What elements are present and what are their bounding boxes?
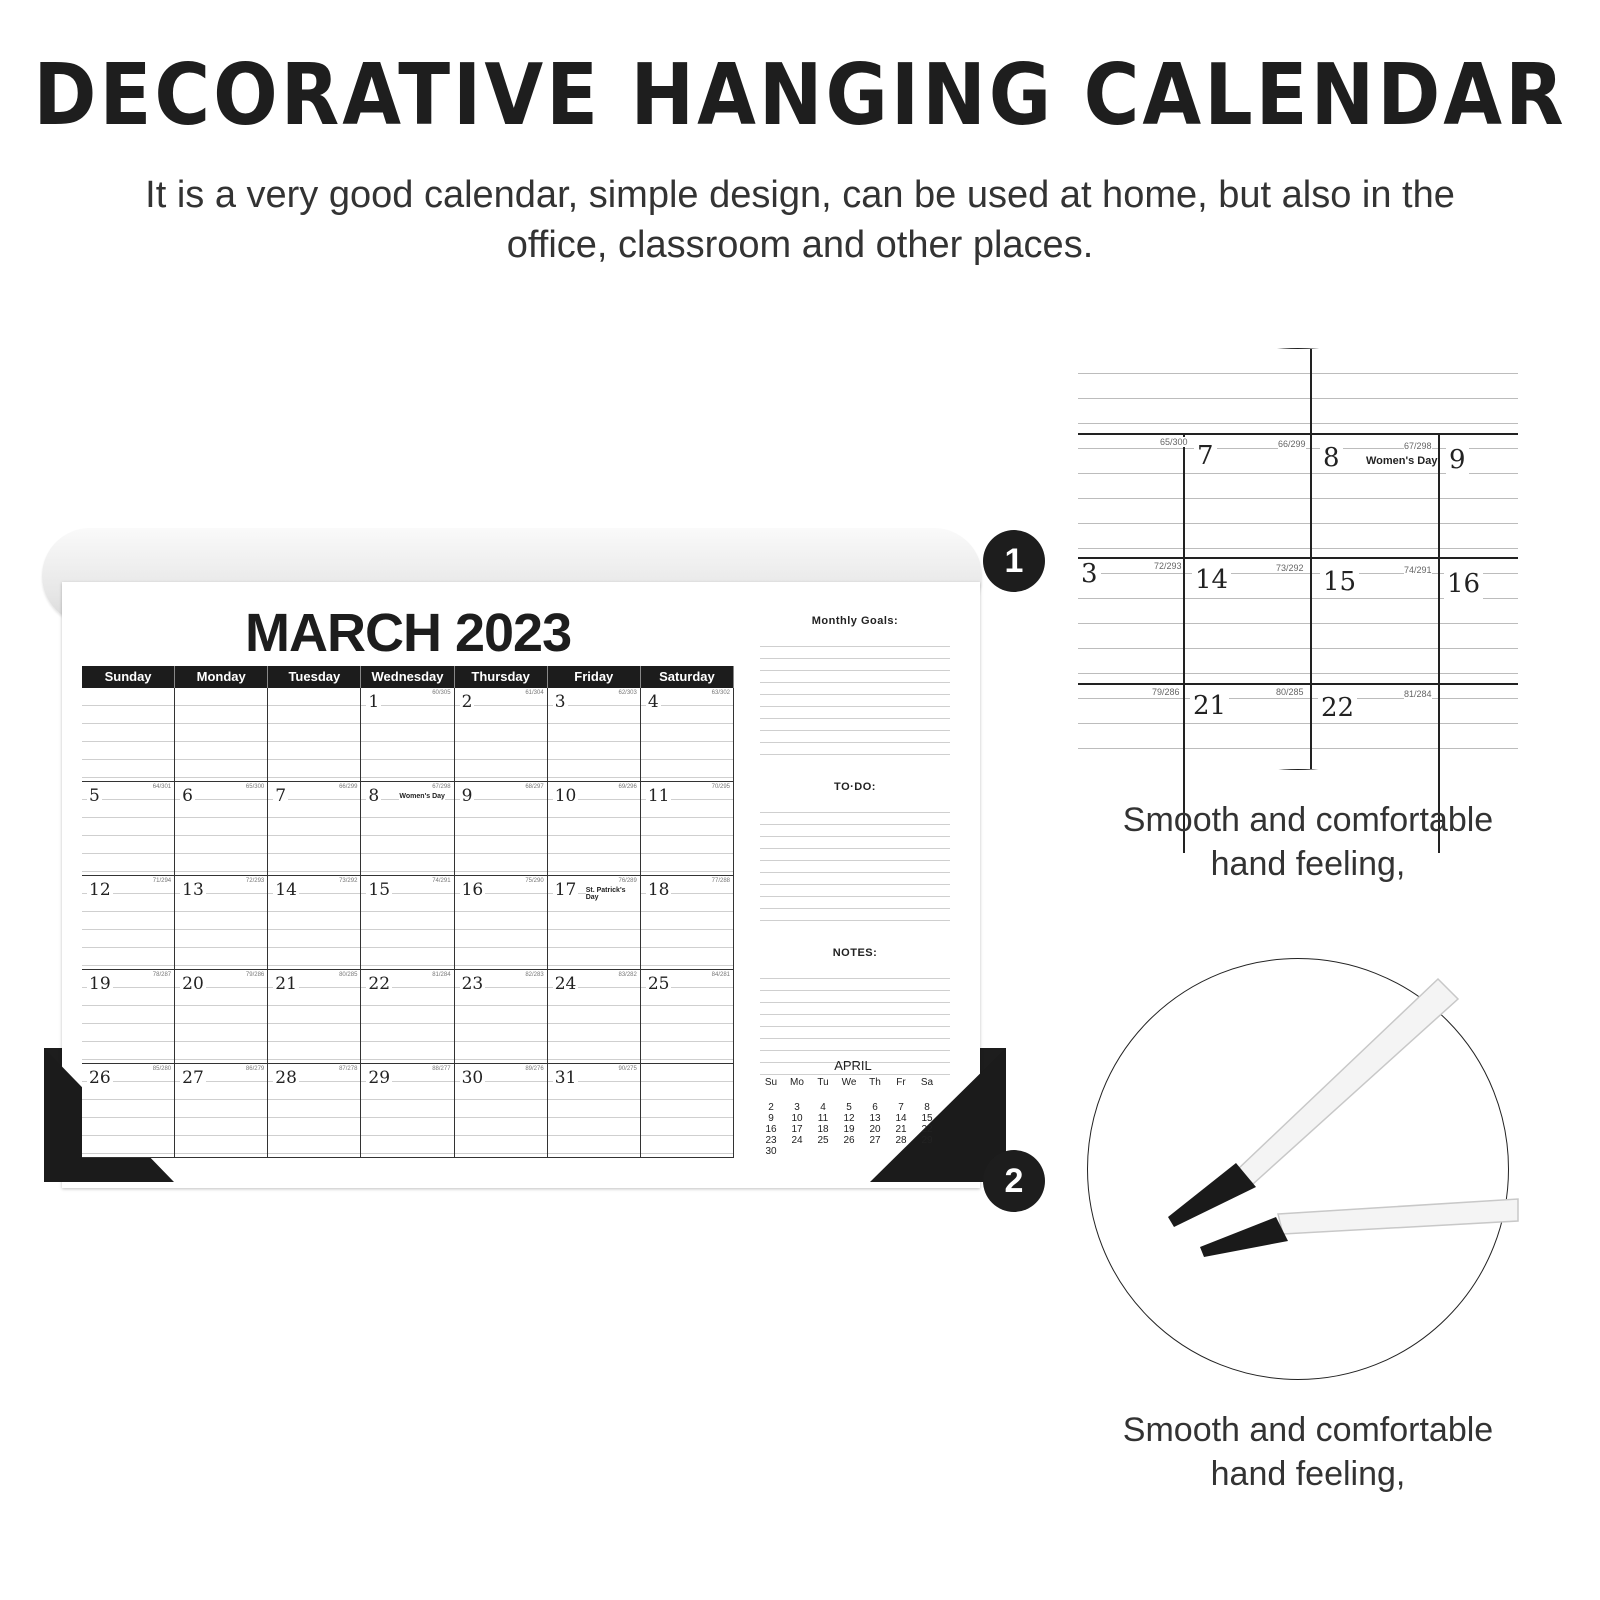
april-date: 24 bbox=[791, 1135, 803, 1146]
april-week-row bbox=[758, 1135, 948, 1146]
day-ordinal: 62/303 bbox=[618, 690, 637, 696]
day-cell bbox=[268, 970, 361, 1064]
zoom-date: 7 bbox=[1194, 441, 1217, 471]
day-number: 23 bbox=[461, 974, 484, 994]
day-cell bbox=[82, 1064, 175, 1158]
day-number: 5 bbox=[89, 786, 100, 806]
day-number: 31 bbox=[554, 1068, 577, 1088]
april-date bbox=[810, 1146, 836, 1157]
zoom-ordinal: 72/293 bbox=[1154, 561, 1182, 571]
monthly-goals-lines bbox=[760, 635, 950, 763]
april-date: 15 bbox=[921, 1113, 933, 1124]
rope-tip-icon bbox=[1168, 1163, 1256, 1227]
april-weekday: Mo bbox=[790, 1077, 804, 1088]
grid-line bbox=[1438, 433, 1440, 853]
april-date: 21 bbox=[895, 1124, 907, 1135]
day-cell bbox=[641, 688, 734, 782]
day-ordinal: 83/282 bbox=[618, 972, 637, 978]
april-mini-calendar bbox=[758, 1058, 948, 1157]
april-date bbox=[784, 1146, 810, 1157]
day-ordinal: 90/275 bbox=[618, 1066, 637, 1072]
april-weekday: Th bbox=[869, 1077, 881, 1088]
zoom-ordinal: 66/299 bbox=[1278, 439, 1306, 449]
day-number: 14 bbox=[275, 880, 297, 900]
zoom-ordinal: 74/291 bbox=[1404, 565, 1432, 575]
day-number: 21 bbox=[275, 974, 297, 994]
april-date: 20 bbox=[869, 1124, 881, 1135]
day-ordinal: 72/293 bbox=[245, 878, 265, 884]
april-date: 29 bbox=[921, 1135, 933, 1146]
zoomed-calendar-grid bbox=[1078, 349, 1518, 769]
zoom-date: 9 bbox=[1446, 445, 1469, 475]
zoom-ordinal: 65/300 bbox=[1160, 437, 1188, 447]
day-ordinal: 61/304 bbox=[525, 690, 544, 696]
day-cell bbox=[175, 876, 268, 970]
day-cell bbox=[455, 970, 548, 1064]
day-number: 18 bbox=[647, 880, 670, 900]
day-cell bbox=[455, 1064, 548, 1158]
day-number: 24 bbox=[554, 974, 577, 994]
todo-lines bbox=[760, 801, 950, 929]
zoom-date: 21 bbox=[1190, 691, 1229, 721]
zoom-date: 15 bbox=[1320, 567, 1359, 597]
april-date: 16 bbox=[765, 1124, 777, 1135]
day-ordinal: 64/301 bbox=[152, 784, 172, 790]
day-number: 15 bbox=[368, 880, 391, 900]
day-cell bbox=[175, 782, 268, 876]
day-cell bbox=[641, 970, 734, 1064]
holiday-label: St. Patrick's Day bbox=[586, 887, 640, 901]
zoom-date: 22 bbox=[1318, 693, 1357, 723]
day-cell bbox=[361, 782, 454, 876]
day-ordinal: 84/281 bbox=[711, 972, 730, 978]
grid-line bbox=[1183, 433, 1185, 853]
day-number: 2 bbox=[461, 692, 473, 712]
calendar-month-title: MARCH 2023 bbox=[245, 603, 572, 663]
day-number: 4 bbox=[647, 692, 659, 712]
april-weekday: We bbox=[841, 1077, 857, 1088]
day-ordinal: 85/280 bbox=[152, 1066, 172, 1072]
day-cell bbox=[361, 876, 454, 970]
day-number: 10 bbox=[554, 786, 577, 806]
april-date: 13 bbox=[869, 1113, 881, 1124]
day-ordinal: 60/305 bbox=[432, 690, 451, 696]
april-date: 22 bbox=[921, 1124, 933, 1135]
day-number: 9 bbox=[461, 786, 473, 806]
ribbon-strip bbox=[1238, 979, 1458, 1184]
day-cell bbox=[455, 876, 548, 970]
day-number: 22 bbox=[368, 974, 391, 994]
april-week-row bbox=[758, 1102, 948, 1113]
april-date: 23 bbox=[765, 1135, 777, 1146]
day-cell bbox=[82, 688, 175, 782]
zoom-date: 16 bbox=[1444, 569, 1483, 599]
day-cell bbox=[268, 688, 361, 782]
day-number: 19 bbox=[89, 974, 111, 994]
day-ordinal: 86/279 bbox=[245, 1066, 265, 1072]
april-weekday: Fr bbox=[896, 1077, 906, 1088]
april-date bbox=[914, 1146, 940, 1157]
april-date bbox=[862, 1146, 888, 1157]
day-cell bbox=[268, 876, 361, 970]
weekday-header-bar bbox=[82, 666, 734, 688]
april-weekday-row bbox=[758, 1077, 948, 1088]
zoom-date: 8 bbox=[1320, 443, 1343, 473]
day-ordinal: 68/297 bbox=[525, 784, 544, 790]
day-ordinal: 74/291 bbox=[432, 878, 451, 884]
monthly-goals-label: Monthly Goals: bbox=[811, 615, 899, 627]
day-ordinal: 65/300 bbox=[245, 784, 265, 790]
april-date: 19 bbox=[843, 1124, 855, 1135]
day-ordinal: 67/298 bbox=[432, 784, 451, 790]
april-date: 17 bbox=[791, 1124, 803, 1135]
grid-line bbox=[1078, 683, 1518, 685]
april-date: 6 bbox=[872, 1102, 878, 1113]
day-ordinal: 71/294 bbox=[152, 878, 172, 884]
day-ordinal: 66/299 bbox=[339, 784, 358, 790]
april-title: APRIL bbox=[834, 1058, 872, 1073]
day-number: 7 bbox=[275, 786, 287, 806]
day-cell bbox=[82, 782, 175, 876]
hanging-rope-illustration bbox=[1088, 959, 1508, 1379]
april-weekday: Tu bbox=[817, 1077, 829, 1088]
april-date: 4 bbox=[820, 1102, 826, 1113]
day-number: 28 bbox=[275, 1068, 297, 1088]
day-ordinal: 78/287 bbox=[152, 972, 172, 978]
day-number: 27 bbox=[182, 1068, 204, 1088]
day-ordinal: 63/302 bbox=[711, 690, 730, 696]
day-ordinal: 75/290 bbox=[525, 878, 544, 884]
day-number: 1 bbox=[368, 692, 380, 712]
day-number: 26 bbox=[89, 1068, 111, 1088]
holiday-label: Women's Day bbox=[399, 793, 445, 800]
april-date: 30 bbox=[765, 1146, 777, 1157]
april-week-row bbox=[758, 1113, 948, 1124]
zoom-date: 14 bbox=[1192, 565, 1231, 595]
notes-label: NOTES: bbox=[832, 947, 878, 959]
grid-line bbox=[1078, 557, 1518, 559]
day-cell bbox=[548, 970, 641, 1064]
day-number: 13 bbox=[182, 880, 204, 900]
april-date: 10 bbox=[791, 1113, 803, 1124]
zoom-edge-digit: 3 bbox=[1078, 559, 1101, 589]
day-ordinal: 82/283 bbox=[525, 972, 544, 978]
weekday-label: Tuesday bbox=[268, 666, 361, 688]
day-number: 29 bbox=[368, 1068, 391, 1088]
april-date: 8 bbox=[924, 1102, 930, 1113]
month-grid bbox=[82, 688, 734, 1158]
ribbon-strip bbox=[1278, 1199, 1518, 1234]
day-cell bbox=[548, 1064, 641, 1158]
day-ordinal: 69/296 bbox=[618, 784, 637, 790]
calendar-side-panel bbox=[760, 615, 950, 1095]
day-ordinal: 89/276 bbox=[525, 1066, 544, 1072]
day-cell bbox=[641, 782, 734, 876]
april-date: 28 bbox=[895, 1135, 907, 1146]
zoom-ordinal: 81/284 bbox=[1404, 689, 1432, 699]
april-date bbox=[836, 1146, 862, 1157]
day-ordinal: 79/286 bbox=[245, 972, 265, 978]
grid-line bbox=[1310, 349, 1312, 769]
day-ordinal: 77/288 bbox=[711, 878, 730, 884]
weekday-label: Thursday bbox=[455, 666, 548, 688]
day-cell bbox=[455, 688, 548, 782]
day-ordinal: 81/284 bbox=[432, 972, 451, 978]
day-cell bbox=[361, 688, 454, 782]
number-badge-2: 2 bbox=[983, 1150, 1045, 1212]
april-date bbox=[888, 1146, 914, 1157]
day-ordinal: 76/289 bbox=[618, 878, 637, 884]
detail-caption-2: Smooth and comfortable hand feeling, bbox=[1122, 1411, 1494, 1493]
day-number: 11 bbox=[647, 786, 670, 806]
day-number: 20 bbox=[182, 974, 204, 994]
day-number: 8 bbox=[368, 786, 380, 806]
day-cell bbox=[548, 688, 641, 782]
weekday-label: Monday bbox=[175, 666, 268, 688]
day-number: 3 bbox=[554, 692, 566, 712]
calendar-product-photo bbox=[40, 510, 990, 1200]
page-subtitle: It is a very good calendar, simple design, can be used at home, but also in the office, classroom and other places. bbox=[145, 174, 1455, 266]
april-date-rows bbox=[758, 1102, 948, 1157]
day-ordinal: 87/278 bbox=[339, 1066, 358, 1072]
weekday-label: Saturday bbox=[641, 666, 734, 688]
april-date: 5 bbox=[846, 1102, 852, 1113]
april-date: 7 bbox=[898, 1102, 904, 1113]
day-ordinal: 80/285 bbox=[339, 972, 358, 978]
april-date: 26 bbox=[843, 1135, 855, 1146]
day-cell bbox=[641, 876, 734, 970]
april-date: 12 bbox=[843, 1113, 855, 1124]
day-number: 25 bbox=[647, 974, 670, 994]
april-week-row bbox=[758, 1124, 948, 1135]
zoom-holiday: Women's Day bbox=[1366, 455, 1438, 467]
zoom-ordinal: 67/298 bbox=[1404, 441, 1432, 451]
zoom-ordinal: 80/285 bbox=[1276, 687, 1304, 697]
day-number: 12 bbox=[89, 880, 111, 900]
weekday-label: Wednesday bbox=[361, 666, 454, 688]
april-date: 27 bbox=[869, 1135, 881, 1146]
number-badge-1: 1 bbox=[983, 530, 1045, 592]
day-cell bbox=[361, 970, 454, 1064]
rope-tip-icon bbox=[1200, 1217, 1288, 1257]
day-number: 6 bbox=[182, 786, 193, 806]
grid-line bbox=[1078, 433, 1518, 435]
april-date: 9 bbox=[768, 1113, 774, 1124]
day-cell bbox=[548, 876, 641, 970]
day-ordinal: 73/292 bbox=[339, 878, 358, 884]
day-cell bbox=[641, 1064, 734, 1158]
april-date: 14 bbox=[895, 1113, 907, 1124]
april-week-row bbox=[758, 1146, 948, 1157]
zoom-ordinal: 73/292 bbox=[1276, 563, 1304, 573]
zoom-ordinal: 79/286 bbox=[1152, 687, 1180, 697]
day-cell bbox=[175, 970, 268, 1064]
page-title: DECORATIVE HANGING CALENDAR bbox=[33, 44, 1567, 145]
day-ordinal: 70/295 bbox=[711, 784, 730, 790]
april-weekday: Su bbox=[764, 1077, 778, 1088]
april-date: 25 bbox=[817, 1135, 829, 1146]
day-cell bbox=[268, 782, 361, 876]
day-cell bbox=[175, 688, 268, 782]
detail-circle-grid-zoom bbox=[1081, 348, 1509, 770]
day-cell bbox=[82, 970, 175, 1064]
april-date: 11 bbox=[817, 1113, 829, 1124]
day-cell bbox=[361, 1064, 454, 1158]
day-ordinal: 88/277 bbox=[432, 1066, 451, 1072]
day-number: 17 bbox=[554, 880, 577, 900]
day-number: 16 bbox=[461, 880, 484, 900]
detail-caption-1: Smooth and comfortable hand feeling, bbox=[1122, 801, 1494, 883]
detail-circle-hanging-rope bbox=[1087, 958, 1509, 1380]
day-cell bbox=[82, 876, 175, 970]
day-cell bbox=[455, 782, 548, 876]
april-date: 18 bbox=[817, 1124, 829, 1135]
todo-label: TO·DO: bbox=[834, 781, 876, 793]
day-number: 30 bbox=[461, 1068, 484, 1088]
april-date: 2 bbox=[768, 1102, 774, 1113]
april-date: 3 bbox=[794, 1102, 800, 1113]
weekday-label: Sunday bbox=[82, 666, 175, 688]
day-cell bbox=[548, 782, 641, 876]
april-weekday: Sa bbox=[920, 1077, 934, 1088]
day-cell bbox=[268, 1064, 361, 1158]
day-cell bbox=[175, 1064, 268, 1158]
weekday-label: Friday bbox=[548, 666, 641, 688]
